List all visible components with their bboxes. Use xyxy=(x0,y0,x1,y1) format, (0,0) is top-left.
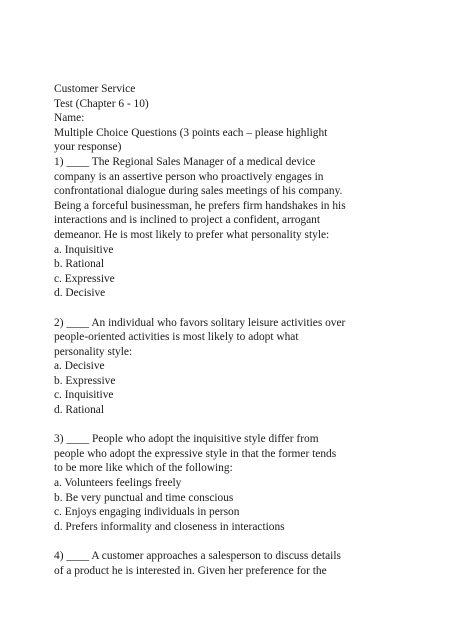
answer-option: d. Decisive xyxy=(54,287,106,300)
question-text-line: people-oriented activities is most likely to adopt what xyxy=(54,331,299,344)
answer-option: a. Inquisitive xyxy=(54,243,114,256)
question-text-line: company is an assertive person who proactively engages in xyxy=(54,170,324,183)
question-text-line: to be more like which of the following: xyxy=(54,462,233,475)
question-1 xyxy=(54,155,414,301)
instructions-line: Multiple Choice Questions (3 points each – please highlight xyxy=(54,126,328,139)
question-text-line: people who adopt the expressive style in that the former tends xyxy=(54,447,337,460)
answer-option: c. Expressive xyxy=(54,272,115,285)
paragraph-gap xyxy=(54,301,414,316)
document-page xyxy=(54,82,414,578)
document-subtitle: Test (Chapter 6 - 10) xyxy=(54,97,149,110)
answer-option: b. Expressive xyxy=(54,374,116,387)
question-text-line: Being a forceful businessman, he prefers firm handshakes in his xyxy=(54,199,346,212)
question-text-line: demeanor. He is most likely to prefer what personality style: xyxy=(54,228,330,241)
answer-option: d. Rational xyxy=(54,404,104,417)
question-text-line: 4) ____ A customer approaches a salesperson to discuss details xyxy=(54,550,341,562)
question-2 xyxy=(54,316,414,418)
name-label: Name: xyxy=(54,112,85,125)
question-text-line: of a product he is interested in. Given her preference for the xyxy=(54,564,327,577)
question-text-line: interactions and is inclined to project a confident, arrogant xyxy=(54,214,321,227)
question-text-line: confrontational dialogue during sales meetings of his company. xyxy=(54,185,343,198)
answer-option: a. Volunteers feelings freely xyxy=(54,477,182,490)
question-3 xyxy=(54,432,414,534)
question-text-line: 2) ____ An individual who favors solitary leisure activities over xyxy=(54,316,346,329)
answer-option: c. Inquisitive xyxy=(54,389,114,402)
answer-option: a. Decisive xyxy=(54,360,105,373)
instructions-line: your response) xyxy=(54,141,122,154)
document-title: Customer Service xyxy=(54,83,136,95)
answer-option: b. Be very punctual and time conscious xyxy=(54,491,234,504)
paragraph-gap xyxy=(54,418,414,433)
question-text-line: personality style: xyxy=(54,345,133,358)
answer-option: c. Enjoys engaging individuals in person xyxy=(54,506,240,519)
question-4 xyxy=(54,549,414,578)
question-text-line: 3) ____ People who adopt the inquisitive style differ from xyxy=(54,433,319,446)
paragraph-gap xyxy=(54,534,414,549)
question-text-line: 1) ____ The Regional Sales Manager of a medical device xyxy=(54,155,316,168)
answer-option: d. Prefers informality and closeness in interactions xyxy=(54,520,285,533)
answer-option: b. Rational xyxy=(54,258,104,271)
